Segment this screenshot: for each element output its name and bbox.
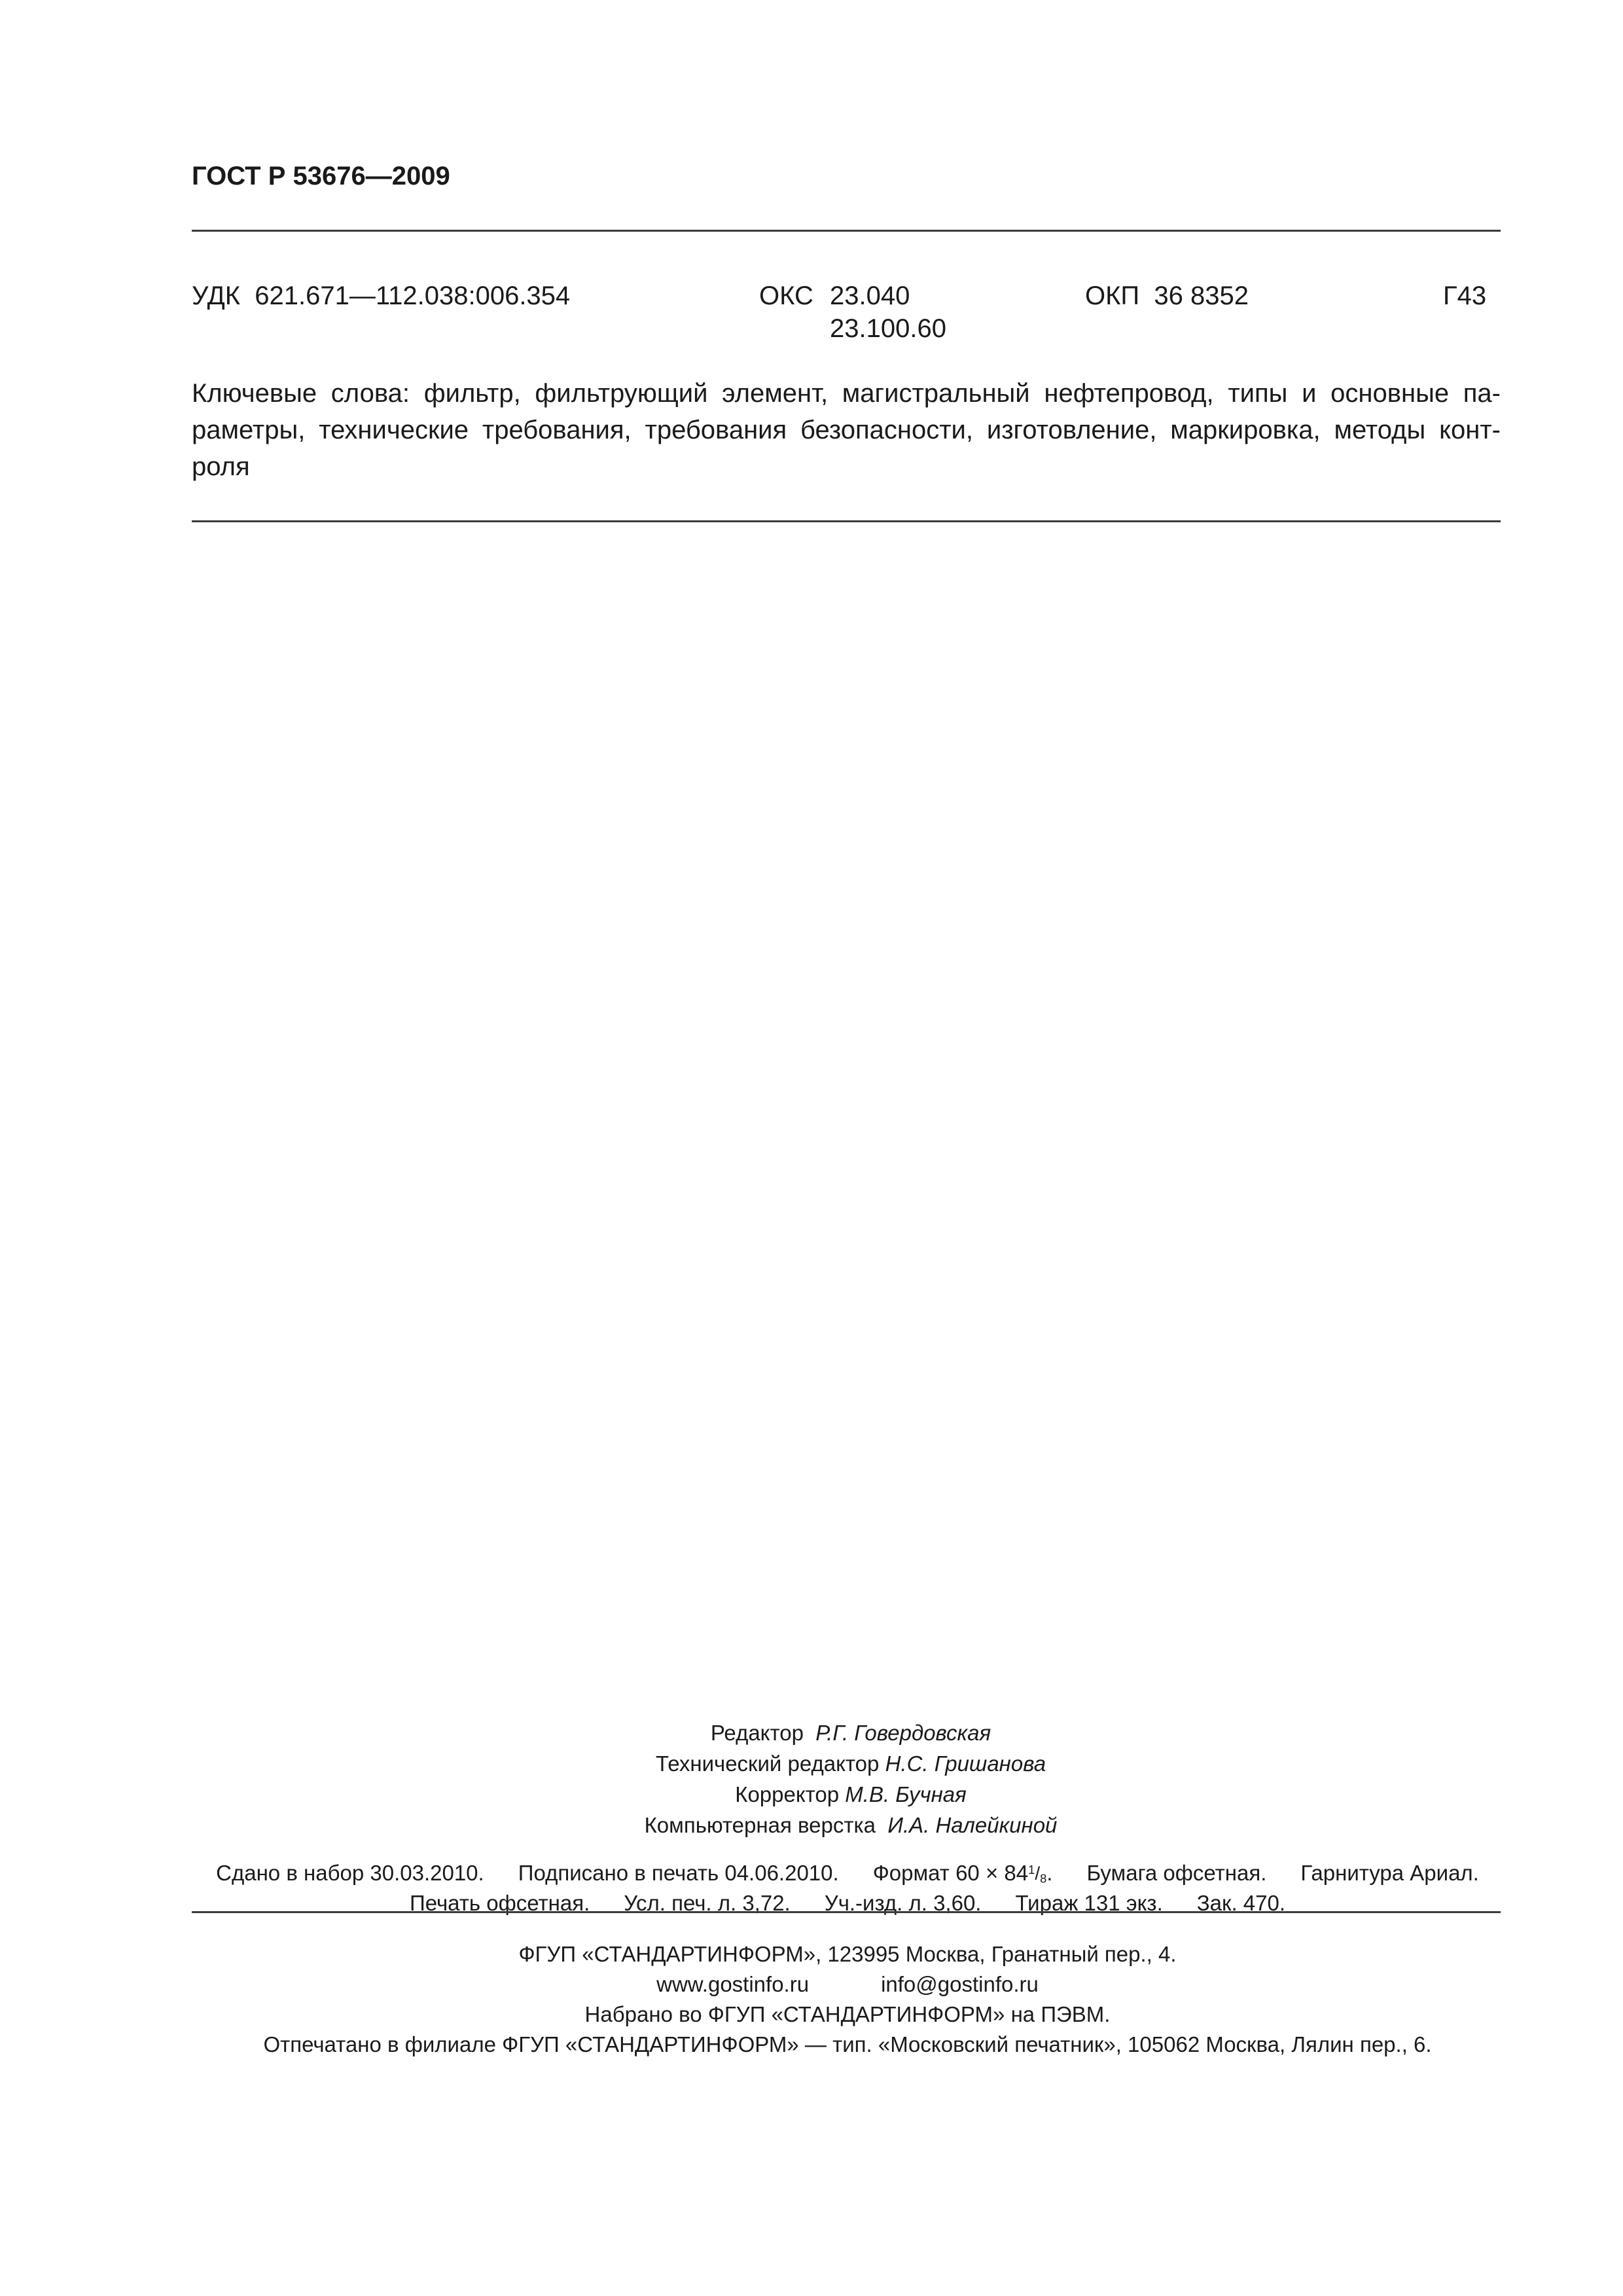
udk-code xyxy=(192,279,570,313)
publisher-printed: Отпечатано в филиале ФГУП «СТАНДАРТИНФОРМ» — тип. «Московский печатник», 105062 Москва, Лялин пер., 6. xyxy=(263,2032,1432,2056)
keywords-divider xyxy=(192,520,1501,522)
imprint-line-1: Сдано в набор 30.03.2010. Подписано в печать 04.06.2010. Формат $60 \times 84^1/_8$. Бумага офсетная. Гарнитура Ариал. xyxy=(216,1861,1479,1886)
publisher-contacts xyxy=(157,1969,1538,2000)
oks-value-1: 23.040 xyxy=(830,281,910,310)
group-code: Г43 xyxy=(1443,281,1487,310)
credit-proofreader: Корректор М.В. Бучная xyxy=(735,1782,967,1806)
document-code: ГОСТ Р 53676—2009 xyxy=(192,162,450,190)
udk-label: УДК xyxy=(192,281,241,310)
credit-layout: Компьютерная верстка И.А. Налейкиной xyxy=(644,1813,1058,1837)
okp-value: 36 8352 xyxy=(1154,281,1249,310)
oks-label: ОКС xyxy=(759,281,813,310)
keywords-line-1: Ключевые слова: фильтр, фильтрующий элемент, магистральный нефтепровод, типы и основные па- xyxy=(192,379,1501,408)
layout-name: И.А. Налейкиной xyxy=(887,1813,1058,1837)
publisher-typeset: Набрано во ФГУП «СТАНДАРТИНФОРМ» на ПЭВМ. xyxy=(584,2002,1111,2026)
editor-name: Р.Г. Говердовская xyxy=(815,1721,991,1745)
publisher-email[interactable]: info@gostinfo.ru xyxy=(881,1972,1039,1996)
credits-block xyxy=(510,1717,1191,1840)
publisher-block xyxy=(157,1939,1538,2060)
imprint-block xyxy=(157,1858,1538,1918)
publisher-website[interactable]: www.gostinfo.ru xyxy=(656,1972,810,1996)
credit-editor: Редактор Р.Г. Говердовская xyxy=(710,1721,991,1745)
tech-editor-name: Н.С. Гришанова xyxy=(885,1751,1046,1776)
udk-value: 621.671—112.038:006.354 xyxy=(255,281,571,310)
credit-tech-editor: Технический редактор Н.С. Гришанова xyxy=(655,1751,1046,1776)
header-divider xyxy=(192,230,1501,232)
imprint-line-2: Печать офсетная. Усл. печ. л. 3,72. Уч.-изд. л. 3,60. Тираж 131 экз. Зак. 470. xyxy=(409,1891,1286,1915)
keywords-block xyxy=(192,375,1501,485)
publisher-address: ФГУП «СТАНДАРТИНФОРМ», 123995 Москва, Гранатный пер., 4. xyxy=(518,1942,1177,1966)
format-fraction: $^1/_8$ xyxy=(1028,1863,1047,1886)
oks-value-2: 23.100.60 xyxy=(830,314,946,343)
imprint-divider xyxy=(192,1911,1501,1913)
keywords-line-2: раметры, технические требования, требования безопасности, изготовление, маркировка, методы конт- xyxy=(192,416,1501,444)
okp-label: ОКП xyxy=(1085,281,1140,310)
keywords-line-3: роля xyxy=(192,452,250,481)
proofreader-name: М.В. Бучная xyxy=(845,1782,967,1806)
okp-code xyxy=(1085,279,1249,313)
